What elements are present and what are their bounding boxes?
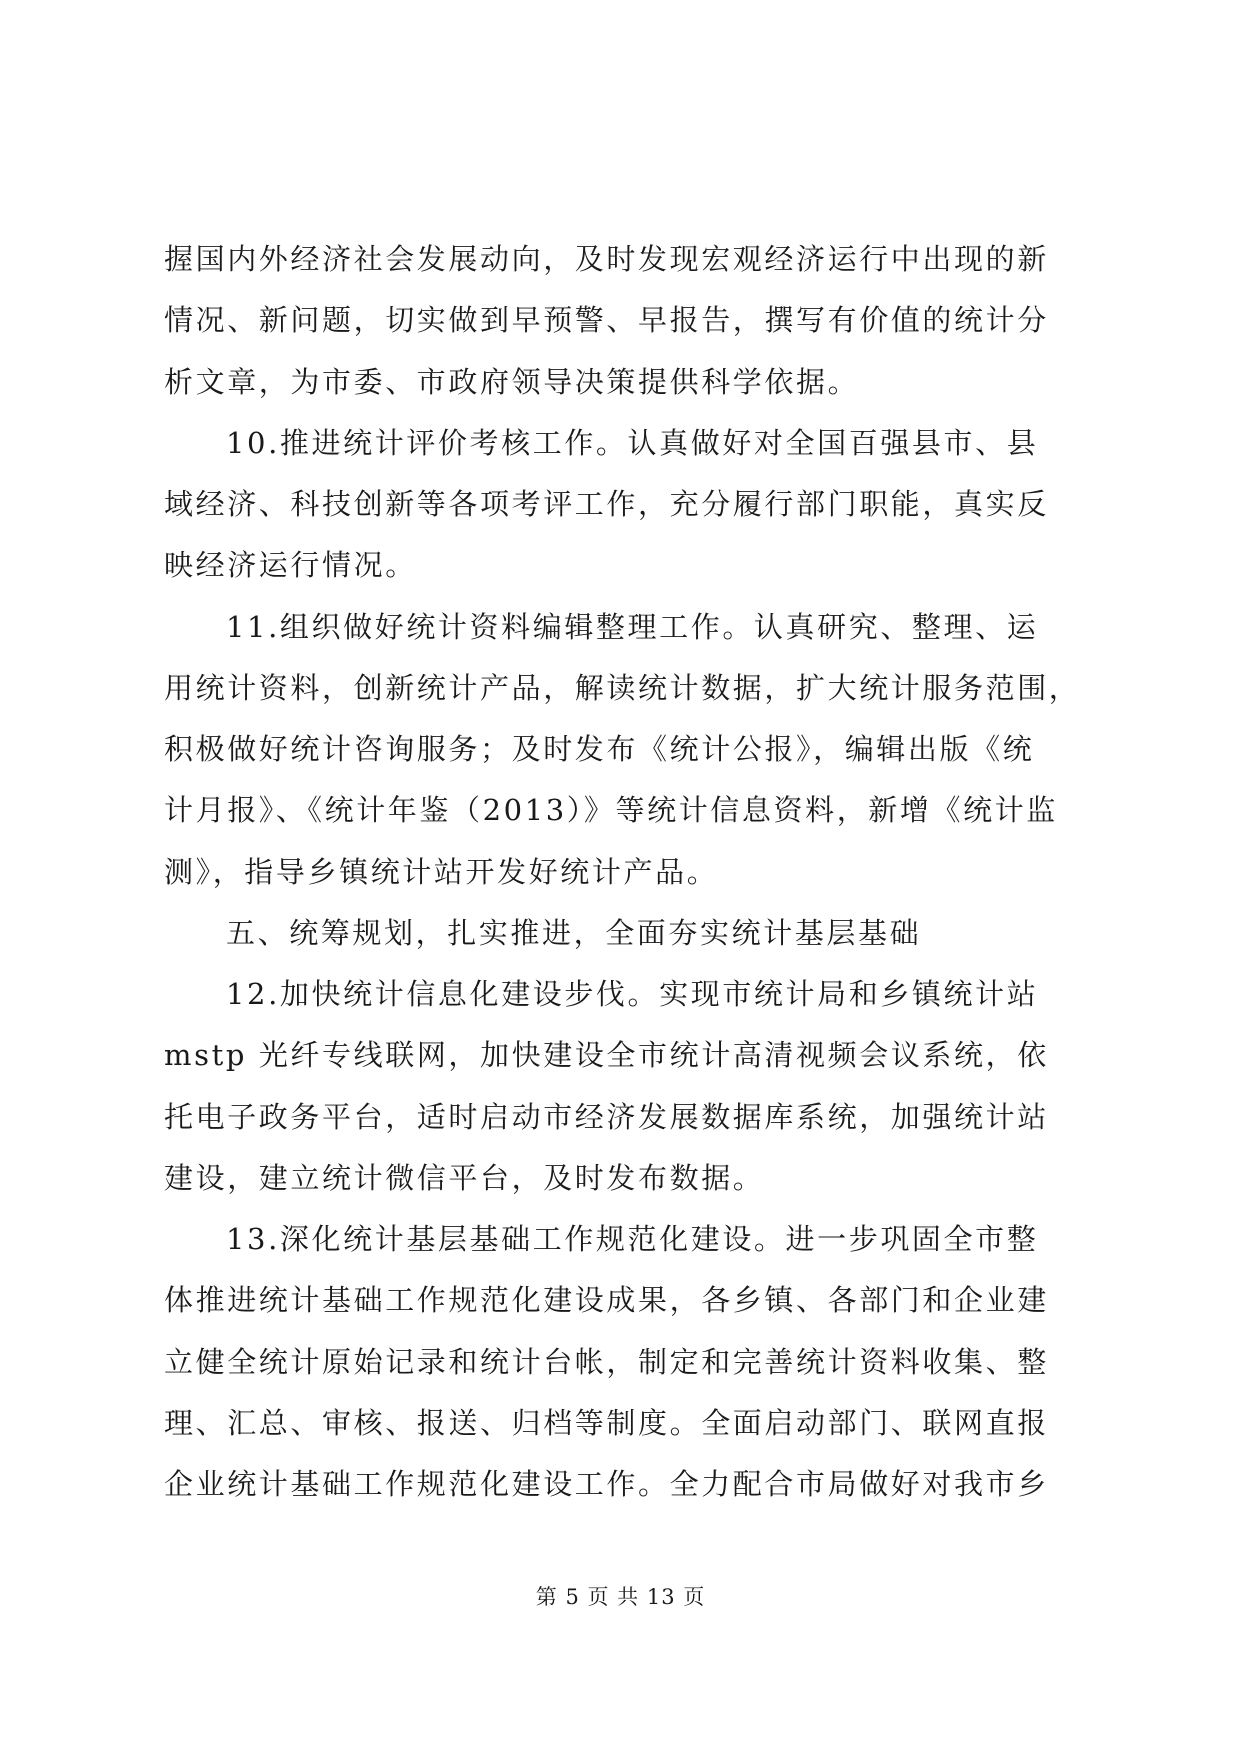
text-line: 企业统计基础工作规范化建设工作。全力配合市局做好对我市乡 [164,1467,1049,1501]
text-line: 计月报》、《统计年鉴（2013）》等统计信息资料，新增《统计监 [164,793,1058,828]
text-line: 建设，建立统计微信平台，及时发布数据。 [164,1160,765,1195]
paragraph-item-12 [164,964,1094,1209]
text-line: 测》，指导乡镇统计站开发好统计产品。 [164,854,719,889]
text-line: 11.组织做好统计资料编辑整理工作。认真研究、整理、运 [226,609,1039,644]
section-heading-5 [164,903,1094,964]
paragraph-continuation [164,229,1094,413]
text-line: 积极做好统计咨询服务；及时发布《统计公报》，编辑出版《统 [164,732,1035,766]
text-line: mstp 光纤专线联网，加快建设全市统计高清视频会议系统，依 [164,1038,1049,1073]
section-heading-text: 五、统筹规划，扎实推进，全面夯实统计基层基础 [226,915,922,950]
text-line: 情况、新问题，切实做到早预警、早报告，撰写有价值的统计分 [164,303,1049,338]
paragraph-item-11 [164,597,1094,903]
text-line: 托电子政务平台，适时启动市经济发展数据库系统，加强统计站 [164,1099,1049,1134]
text-line: 用统计资料，创新统计产品，解读统计数据，扩大统计服务范围， [164,670,1081,705]
text-line: 13.深化统计基层基础工作规范化建设。进一步巩固全市整 [226,1222,1039,1256]
paragraph-item-13 [164,1209,1094,1515]
text-line: 域经济、科技创新等各项考评工作，充分履行部门职能，真实反 [164,487,1049,521]
text-line: 10.推进统计评价考核工作。认真做好对全国百强县市、县 [226,425,1039,460]
paragraph-item-10 [164,413,1094,597]
document-body [164,229,1094,1515]
text-line: 理、汇总、审核、报送、归档等制度。全面启动部门、联网直报 [164,1405,1049,1440]
text-line: 映经济运行情况。 [164,548,417,583]
page-number: 第 5 页 共 13 页 [535,1585,706,1609]
text-line: 体推进统计基础工作规范化建设成果，各乡镇、各部门和企业建 [164,1283,1049,1318]
text-line: 12.加快统计信息化建设步伐。实现市统计局和乡镇统计站 [226,977,1039,1011]
text-line: 握国内外经济社会发展动向，及时发现宏观经济运行中出现的新 [164,242,1049,276]
page-footer [0,1583,1241,1611]
text-line: 析文章，为市委、市政府领导决策提供科学依据。 [164,364,860,399]
text-line: 立健全统计原始记录和统计台帐，制定和完善统计资料收集、整 [164,1344,1049,1379]
